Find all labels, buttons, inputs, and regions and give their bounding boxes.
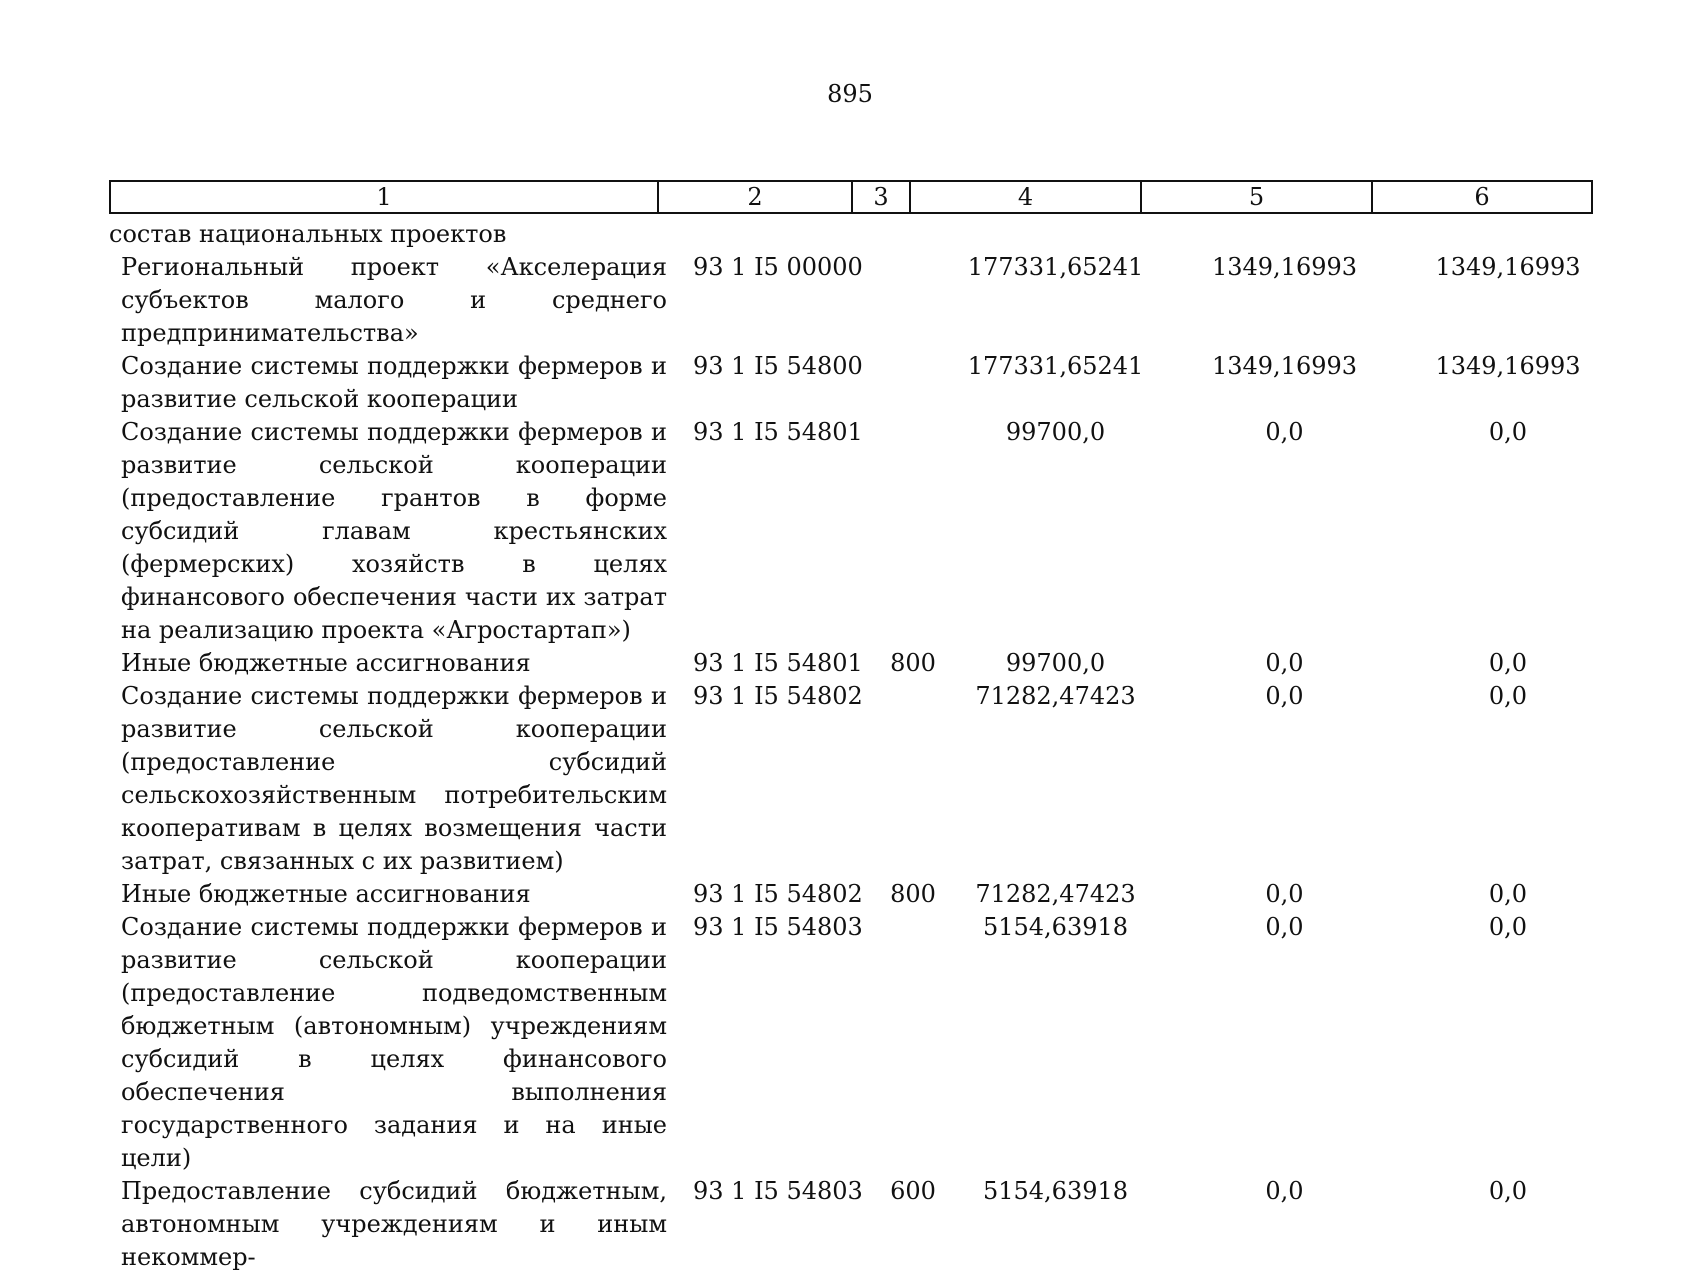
row-value-col4-text: 99700,0 <box>1005 418 1106 446</box>
budget-table <box>109 218 1617 1274</box>
row-name-cell <box>109 878 677 911</box>
row-name-cell <box>109 911 677 1175</box>
row-name-cell-text: состав национальных проектов <box>109 220 507 248</box>
row-name-cell <box>109 416 677 647</box>
row-value-col4 <box>941 251 1170 350</box>
row-value-col6 <box>1399 680 1617 878</box>
row-type-cell <box>885 416 941 647</box>
header-col-1: 1 <box>110 181 658 213</box>
header-col-3: 3 <box>852 181 910 213</box>
row-type-cell <box>885 251 941 350</box>
row-value-col4-text: 99700,0 <box>1005 649 1106 677</box>
header-col-2: 2 <box>658 181 852 213</box>
row-code-cell <box>677 1175 885 1274</box>
row-type-cell <box>885 647 941 680</box>
row-value-col4-text: 71282,47423 <box>975 880 1136 908</box>
row-code-cell-text: 93 1 I5 00000 <box>693 253 863 281</box>
row-value-col6-text: 0,0 <box>1488 649 1528 677</box>
row-value-col5 <box>1170 911 1399 1175</box>
row-value-col6 <box>1399 416 1617 647</box>
row-name-cell-text: Региональный проект «Акселерация субъектов малого и среднего предпринимательства» <box>121 253 667 347</box>
row-code-cell-text: 93 1 I5 54801 <box>693 418 863 446</box>
row-type-cell-text: 600 <box>890 1177 936 1205</box>
row-type-cell <box>885 878 941 911</box>
row-name-cell-text: Иные бюджетные ассигнования <box>121 649 531 677</box>
row-value-col4-text: 177331,65241 <box>967 352 1144 380</box>
row-code-cell-text: 93 1 I5 54802 <box>693 880 863 908</box>
row-code-cell <box>677 350 885 416</box>
row-name-cell <box>109 350 677 416</box>
row-type-cell <box>885 350 941 416</box>
row-code-cell-text: 93 1 I5 54800 <box>693 352 863 380</box>
row-type-cell <box>885 218 941 251</box>
row-type-cell <box>885 680 941 878</box>
row-value-col5 <box>1170 878 1399 911</box>
row-name-cell-text: Создание системы поддержки фермеров и развитие сельской кооперации (предоставление субсидий сельскохозяйственным потребительским кооперативам в целях возмещения части затрат, связанных с их развитием) <box>121 682 667 875</box>
header-col-5: 5 <box>1141 181 1372 213</box>
row-value-col4 <box>941 878 1170 911</box>
row-value-col4 <box>941 218 1170 251</box>
table-row <box>109 680 1617 878</box>
table-row <box>109 350 1617 416</box>
row-name-cell-text: Предоставление субсидий бюджетным, автономным учреждениям и иным некоммер- <box>121 1177 667 1271</box>
row-value-col5-text: 1349,16993 <box>1211 253 1358 281</box>
row-code-cell-text: 93 1 I5 54803 <box>693 1177 863 1205</box>
row-type-cell <box>885 1175 941 1274</box>
row-name-cell <box>109 1175 677 1274</box>
row-value-col6 <box>1399 647 1617 680</box>
row-name-cell-text: Создание системы поддержки фермеров и развитие сельской кооперации <box>121 352 667 413</box>
row-name-cell <box>109 647 677 680</box>
row-value-col4-text: 71282,47423 <box>975 682 1136 710</box>
row-value-col5 <box>1170 350 1399 416</box>
row-type-cell-text: 800 <box>890 880 936 908</box>
row-value-col5-text: 0,0 <box>1265 880 1304 908</box>
table-body <box>109 218 1617 1274</box>
row-value-col5 <box>1170 416 1399 647</box>
row-value-col5 <box>1170 251 1399 350</box>
table-row <box>109 911 1617 1175</box>
row-name-cell <box>109 251 677 350</box>
row-value-col6-text: 1349,16993 <box>1435 253 1581 281</box>
row-code-cell <box>677 878 885 911</box>
row-code-cell-text: 93 1 I5 54802 <box>693 682 863 710</box>
row-code-cell-text: 93 1 I5 54801 <box>693 649 863 677</box>
table-row <box>109 1175 1617 1274</box>
row-code-cell <box>677 911 885 1175</box>
row-value-col4 <box>941 350 1170 416</box>
row-value-col6-text: 0,0 <box>1488 682 1528 710</box>
row-code-cell <box>677 647 885 680</box>
row-value-col4 <box>941 647 1170 680</box>
table-row <box>109 218 1617 251</box>
row-code-cell <box>677 416 885 647</box>
row-value-col5 <box>1170 680 1399 878</box>
row-value-col4-text: 5154,63918 <box>982 1177 1129 1205</box>
row-code-cell-text: 93 1 I5 54803 <box>693 913 863 941</box>
row-value-col6-text: 1349,16993 <box>1435 352 1581 380</box>
row-value-col6-text: 0,0 <box>1488 880 1528 908</box>
row-code-cell <box>677 218 885 251</box>
row-name-cell <box>109 218 677 251</box>
row-value-col5-text: 0,0 <box>1265 1177 1304 1205</box>
header-col-6: 6 <box>1372 181 1592 213</box>
row-value-col6 <box>1399 1175 1617 1274</box>
table-row <box>109 251 1617 350</box>
row-value-col6-text: 0,0 <box>1488 1177 1528 1205</box>
row-type-cell-text: 800 <box>890 649 936 677</box>
row-value-col5 <box>1170 218 1399 251</box>
row-value-col5-text: 1349,16993 <box>1211 352 1358 380</box>
table-row <box>109 647 1617 680</box>
table-row <box>109 416 1617 647</box>
row-value-col4 <box>941 911 1170 1175</box>
row-value-col6-text: 0,0 <box>1488 418 1528 446</box>
row-value-col4 <box>941 680 1170 878</box>
row-value-col4 <box>941 1175 1170 1274</box>
row-value-col6 <box>1399 911 1617 1175</box>
table-row <box>109 878 1617 911</box>
row-value-col4-text: 177331,65241 <box>967 253 1144 281</box>
row-name-cell-text: Иные бюджетные ассигнования <box>121 880 531 908</box>
row-value-col4 <box>941 416 1170 647</box>
row-name-cell-text: Создание системы поддержки фермеров и развитие сельской кооперации (предоставление подведомственным бюджетным (автономным) учреждениям субсидий в целях финансового обеспечения выполнения государственного задания и на иные цели) <box>121 913 667 1172</box>
row-code-cell <box>677 251 885 350</box>
header-col-4: 4 <box>910 181 1141 213</box>
row-name-cell <box>109 680 677 878</box>
row-value-col6 <box>1399 251 1617 350</box>
row-value-col5-text: 0,0 <box>1265 682 1304 710</box>
row-value-col5-text: 0,0 <box>1265 418 1304 446</box>
row-type-cell <box>885 911 941 1175</box>
row-code-cell <box>677 680 885 878</box>
page-number: 895 <box>827 80 873 108</box>
header-row <box>110 181 1592 213</box>
table-header <box>109 180 1593 214</box>
row-value-col5-text: 0,0 <box>1265 913 1304 941</box>
row-name-cell-text: Создание системы поддержки фермеров и развитие сельской кооперации (предоставление грантов в форме субсидий главам крестьянских (фермерских) хозяйств в целях финансового обеспечения части их затрат на реализацию проекта «Агростартап») <box>121 418 667 644</box>
row-value-col4-text: 5154,63918 <box>982 913 1129 941</box>
row-value-col5 <box>1170 1175 1399 1274</box>
row-value-col6 <box>1399 350 1617 416</box>
row-value-col6 <box>1399 878 1617 911</box>
row-value-col5-text: 0,0 <box>1265 649 1304 677</box>
row-value-col5 <box>1170 647 1399 680</box>
row-value-col6-text: 0,0 <box>1488 913 1528 941</box>
row-value-col6 <box>1399 218 1617 251</box>
